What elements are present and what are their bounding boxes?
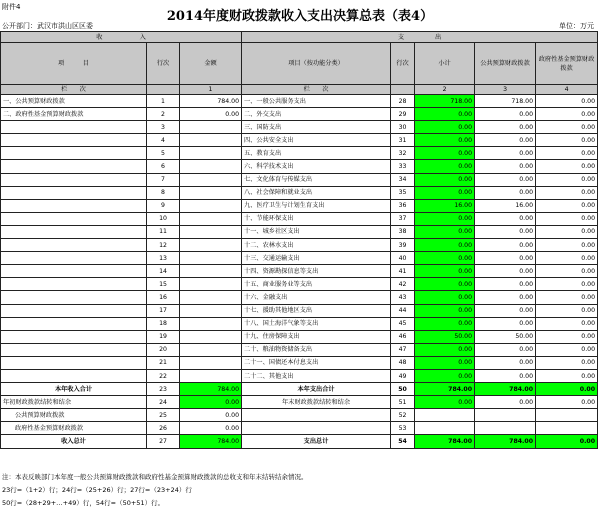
expense-item: 二、外交支出 [242, 108, 391, 121]
table-row [1, 239, 598, 252]
expense-item: 二十、粮油物资储备支出 [242, 343, 391, 356]
row-no: 29 [391, 108, 415, 121]
exp-total-public: 784.00 [475, 435, 536, 448]
income-amount [180, 212, 242, 225]
department-label: 公开部门：武汉市洪山区区委 [2, 22, 93, 30]
subtotal-cell: 0.00 [415, 369, 475, 382]
public-budget-cell: 0.00 [475, 121, 536, 134]
public-budget-label: 公共预算财政拨款 [1, 409, 147, 422]
row-no: 21 [147, 356, 180, 369]
col-subtotal: 小计 [415, 43, 475, 85]
income-item: 二、政府性基金预算财政拨款 [1, 108, 147, 121]
subtotal-cell: 16.00 [415, 199, 475, 212]
col-row-no: 行次 [147, 43, 180, 85]
income-amount [180, 369, 242, 382]
row-no: 42 [391, 278, 415, 291]
income-amount [180, 239, 242, 252]
exp-total-label: 支出总计 [242, 435, 391, 448]
table-row [1, 252, 598, 265]
income-item [1, 121, 147, 134]
row-no: 52 [391, 409, 415, 422]
row-no: 37 [391, 212, 415, 225]
expense-item: 十五、商业服务业等支出 [242, 278, 391, 291]
income-item [1, 265, 147, 278]
income-item [1, 225, 147, 238]
row-no: 30 [391, 121, 415, 134]
table-row [1, 186, 598, 199]
begin-balance-amount: 0.00 [180, 396, 242, 409]
gov-fund-cell: 0.00 [536, 317, 598, 330]
income-header: 收 入 [1, 32, 242, 43]
subtotal-cell: 0.00 [415, 265, 475, 278]
table-row-balance [1, 396, 598, 409]
income-amount [180, 265, 242, 278]
public-budget-cell: 0.00 [475, 304, 536, 317]
row-no: 43 [391, 291, 415, 304]
expense-item: 五、教育支出 [242, 147, 391, 160]
row-no: 10 [147, 212, 180, 225]
expense-item: 十七、援助其他地区支出 [242, 304, 391, 317]
row-no: 15 [147, 278, 180, 291]
public-budget-cell: 0.00 [475, 356, 536, 369]
public-budget-cell: 0.00 [475, 291, 536, 304]
year-income-amount: 784.00 [180, 383, 242, 396]
gov-fund-cell: 0.00 [536, 291, 598, 304]
row-no: 8 [147, 186, 180, 199]
public-budget-cell: 0.00 [475, 147, 536, 160]
row-no: 5 [147, 147, 180, 160]
gov-fund-label: 政府性基金预算财政拨款 [1, 422, 147, 435]
subtotal-cell: 0.00 [415, 304, 475, 317]
end-balance-fund: 0.00 [536, 396, 598, 409]
gov-fund-cell: 0.00 [536, 369, 598, 382]
row-no: 7 [147, 173, 180, 186]
row-no: 22 [147, 369, 180, 382]
expense-item: 一、一般公共服务支出 [242, 95, 391, 108]
row-no: 51 [391, 396, 415, 409]
income-amount [180, 304, 242, 317]
subtotal-cell: 0.00 [415, 186, 475, 199]
income-amount [180, 134, 242, 147]
expense-item: 六、科学技术支出 [242, 160, 391, 173]
row-no: 9 [147, 199, 180, 212]
income-item [1, 343, 147, 356]
income-amount [180, 147, 242, 160]
table-row [1, 173, 598, 186]
gov-fund-cell: 0.00 [536, 212, 598, 225]
gov-fund-cell: 0.00 [536, 199, 598, 212]
row-no: 45 [391, 317, 415, 330]
expense-item: 十八、国土海洋气象等支出 [242, 317, 391, 330]
table-row-year-total [1, 383, 598, 396]
income-item [1, 160, 147, 173]
table-row [1, 199, 598, 212]
row-no: 14 [147, 265, 180, 278]
row-no: 3 [147, 121, 180, 134]
public-budget-cell: 0.00 [475, 278, 536, 291]
gov-fund-cell: 0.00 [536, 265, 598, 278]
income-amount [180, 330, 242, 343]
row-no: 53 [391, 422, 415, 435]
row-no: 2 [147, 108, 180, 121]
row-no: 28 [391, 95, 415, 108]
subtotal-cell: 0.00 [415, 291, 475, 304]
end-balance-subtotal: 0.00 [415, 396, 475, 409]
row-no: 27 [147, 435, 180, 448]
income-item [1, 330, 147, 343]
row-no: 54 [391, 435, 415, 448]
income-total-label: 收入总计 [1, 435, 147, 448]
table-row [1, 95, 598, 108]
subtotal-cell: 718.00 [415, 95, 475, 108]
end-balance-public: 0.00 [475, 396, 536, 409]
gov-fund-cell: 0.00 [536, 225, 598, 238]
income-amount [180, 186, 242, 199]
expense-item: 二十一、国债还本付息支出 [242, 356, 391, 369]
income-item [1, 369, 147, 382]
public-budget-cell: 0.00 [475, 134, 536, 147]
row-no: 38 [391, 225, 415, 238]
table-row [1, 304, 598, 317]
public-budget-cell: 718.00 [475, 95, 536, 108]
subtotal-cell: 0.00 [415, 108, 475, 121]
income-item [1, 212, 147, 225]
row-no: 4 [147, 134, 180, 147]
row-no: 18 [147, 317, 180, 330]
public-budget-cell: 0.00 [475, 212, 536, 225]
income-item [1, 147, 147, 160]
expense-item: 十四、资源勘探信息等支出 [242, 265, 391, 278]
table-row [1, 291, 598, 304]
expense-item: 十一、城乡社区支出 [242, 225, 391, 238]
row-no: 19 [147, 330, 180, 343]
row-no: 13 [147, 252, 180, 265]
gov-fund-cell: 0.00 [536, 330, 598, 343]
table-row [1, 160, 598, 173]
attachment-label: 附件4 [2, 3, 21, 11]
income-item [1, 252, 147, 265]
row-no: 24 [147, 396, 180, 409]
income-item [1, 239, 147, 252]
row-no: 33 [391, 160, 415, 173]
gov-fund-cell: 0.00 [536, 186, 598, 199]
row-no: 12 [147, 239, 180, 252]
table-row [1, 265, 598, 278]
public-budget-cell: 0.00 [475, 369, 536, 382]
income-item [1, 304, 147, 317]
income-item [1, 356, 147, 369]
col-public-budget: 公共预算财政拨款 [475, 43, 536, 85]
year-income-label: 本年收入合计 [1, 383, 147, 396]
row-no: 20 [147, 343, 180, 356]
row-no: 35 [391, 186, 415, 199]
income-amount [180, 173, 242, 186]
income-item [1, 134, 147, 147]
income-item [1, 278, 147, 291]
subtotal-cell: 50.00 [415, 330, 475, 343]
row-no: 31 [391, 134, 415, 147]
gov-fund-cell: 0.00 [536, 252, 598, 265]
detail-rows [1, 95, 598, 383]
row-no: 44 [391, 304, 415, 317]
income-item [1, 317, 147, 330]
table-row [1, 356, 598, 369]
row-no: 50 [391, 383, 415, 396]
expense-item: 九、医疗卫生与计划生育支出 [242, 199, 391, 212]
income-total-amount: 784.00 [180, 435, 242, 448]
income-amount [180, 317, 242, 330]
table-row-public [1, 409, 598, 422]
col-amount: 金额 [180, 43, 242, 85]
table-row [1, 343, 598, 356]
table-row [1, 317, 598, 330]
public-budget-cell: 0.00 [475, 265, 536, 278]
expense-item: 二十二、其他支出 [242, 369, 391, 382]
income-amount [180, 252, 242, 265]
year-exp-label: 本年支出合计 [242, 383, 391, 396]
row-no: 34 [391, 173, 415, 186]
gov-fund-cell: 0.00 [536, 134, 598, 147]
gov-fund-cell: 0.00 [536, 121, 598, 134]
public-budget-cell: 0.00 [475, 252, 536, 265]
begin-balance-label: 年初财政拨款结转和结余 [1, 396, 147, 409]
public-budget-cell: 0.00 [475, 317, 536, 330]
row-no: 46 [391, 330, 415, 343]
row-no: 48 [391, 356, 415, 369]
table-row [1, 278, 598, 291]
report-title: 2014年度财政拨款收入支出决算总表（表4） [166, 9, 434, 24]
row-no: 39 [391, 239, 415, 252]
income-amount [180, 225, 242, 238]
row-no: 26 [147, 422, 180, 435]
subtotal-cell: 0.00 [415, 356, 475, 369]
expense-item: 十、节能环保支出 [242, 212, 391, 225]
col-exp-item: 项目（按功能分类） [242, 43, 391, 85]
footnote-3: 50行=（28+29+…+49）行，54行=（50+51）行。 [2, 499, 165, 507]
subtotal-cell: 0.00 [415, 160, 475, 173]
expense-item: 四、公共安全支出 [242, 134, 391, 147]
public-budget-cell: 16.00 [475, 199, 536, 212]
idx-1: 1 [180, 85, 242, 95]
income-item [1, 199, 147, 212]
gov-fund-cell: 0.00 [536, 239, 598, 252]
idx-2: 2 [415, 85, 475, 95]
end-balance-label: 年末财政拨款结转和结余 [242, 396, 391, 409]
footnote-2: 23行=（1+2）行；24行=（25+26）行；27行=（23+24）行 [2, 486, 192, 494]
table-row [1, 369, 598, 382]
row-no: 16 [147, 291, 180, 304]
income-item [1, 291, 147, 304]
row-no: 1 [147, 95, 180, 108]
row-no: 32 [391, 147, 415, 160]
income-amount [180, 343, 242, 356]
public-budget-cell: 0.00 [475, 225, 536, 238]
subtotal-cell: 0.00 [415, 173, 475, 186]
subtotal-cell: 0.00 [415, 147, 475, 160]
table-row [1, 330, 598, 343]
row-no: 25 [147, 409, 180, 422]
expense-item: 十三、交通运输支出 [242, 252, 391, 265]
row-no: 17 [147, 304, 180, 317]
gov-fund-cell: 0.00 [536, 160, 598, 173]
expense-item: 三、国防支出 [242, 121, 391, 134]
table-row [1, 134, 598, 147]
idx-4: 4 [536, 85, 598, 95]
subtotal-cell: 0.00 [415, 239, 475, 252]
row-no: 49 [391, 369, 415, 382]
public-budget-cell: 0.00 [475, 239, 536, 252]
unit-label: 单位：万元 [559, 22, 594, 30]
col-gov-fund: 政府性基金预算财政拨款 [536, 43, 598, 85]
row-no: 40 [391, 252, 415, 265]
expense-item: 七、文化体育与传媒支出 [242, 173, 391, 186]
subtotal-cell: 0.00 [415, 212, 475, 225]
gov-fund-amount: 0.00 [180, 422, 242, 435]
expense-item: 十二、农林水支出 [242, 239, 391, 252]
gov-fund-cell: 0.00 [536, 173, 598, 186]
gov-fund-cell: 0.00 [536, 304, 598, 317]
year-exp-fund: 0.00 [536, 383, 598, 396]
public-budget-cell: 50.00 [475, 330, 536, 343]
gov-fund-cell: 0.00 [536, 278, 598, 291]
income-amount: 0.00 [180, 108, 242, 121]
public-budget-amount: 0.00 [180, 409, 242, 422]
subtotal-cell: 0.00 [415, 278, 475, 291]
row-no: 11 [147, 225, 180, 238]
gov-fund-cell: 0.00 [536, 108, 598, 121]
subtotal-cell: 0.00 [415, 317, 475, 330]
col-item: 项 目 [1, 43, 147, 85]
income-amount [180, 356, 242, 369]
gov-fund-cell: 0.00 [536, 95, 598, 108]
subtotal-cell: 0.00 [415, 343, 475, 356]
lanci-label-2: 栏 次 [242, 85, 391, 95]
table-row [1, 212, 598, 225]
col-exp-row-no: 行次 [391, 43, 415, 85]
idx-3: 3 [475, 85, 536, 95]
income-item [1, 186, 147, 199]
budget-table [0, 31, 598, 449]
table-row-fund [1, 422, 598, 435]
income-amount [180, 291, 242, 304]
gov-fund-cell: 0.00 [536, 343, 598, 356]
row-no: 41 [391, 265, 415, 278]
public-budget-cell: 0.00 [475, 186, 536, 199]
gov-fund-cell: 0.00 [536, 356, 598, 369]
income-amount [180, 199, 242, 212]
expense-item: 十六、金融支出 [242, 291, 391, 304]
income-item: 一、公共预算财政拨款 [1, 95, 147, 108]
public-budget-cell: 0.00 [475, 343, 536, 356]
row-no: 23 [147, 383, 180, 396]
row-no: 6 [147, 160, 180, 173]
row-no: 36 [391, 199, 415, 212]
table-row [1, 108, 598, 121]
table-row [1, 147, 598, 160]
footnote-1: 注：本表反映部门本年度一般公共预算财政拨款和政府性基金预算财政拨款的总收支和年末结转结余情况。 [2, 473, 308, 481]
expense-item: 十九、住房保障支出 [242, 330, 391, 343]
income-amount: 784.00 [180, 95, 242, 108]
subtotal-cell: 0.00 [415, 134, 475, 147]
income-amount [180, 278, 242, 291]
table-row [1, 121, 598, 134]
subtotal-cell: 0.00 [415, 121, 475, 134]
year-exp-public: 784.00 [475, 383, 536, 396]
year-exp-subtotal: 784.00 [415, 383, 475, 396]
exp-total-subtotal: 784.00 [415, 435, 475, 448]
exp-total-fund: 0.00 [536, 435, 598, 448]
expense-header: 支 出 [242, 32, 598, 43]
table-row [1, 225, 598, 238]
lanci-label: 栏 次 [1, 85, 147, 95]
public-budget-cell: 0.00 [475, 173, 536, 186]
public-budget-cell: 0.00 [475, 108, 536, 121]
income-amount [180, 160, 242, 173]
table-row-grand-total [1, 435, 598, 448]
subtotal-cell: 0.00 [415, 252, 475, 265]
income-amount [180, 121, 242, 134]
gov-fund-cell: 0.00 [536, 147, 598, 160]
public-budget-cell: 0.00 [475, 160, 536, 173]
subtotal-cell: 0.00 [415, 225, 475, 238]
row-no: 47 [391, 343, 415, 356]
income-item [1, 173, 147, 186]
expense-item: 八、社会保障和就业支出 [242, 186, 391, 199]
